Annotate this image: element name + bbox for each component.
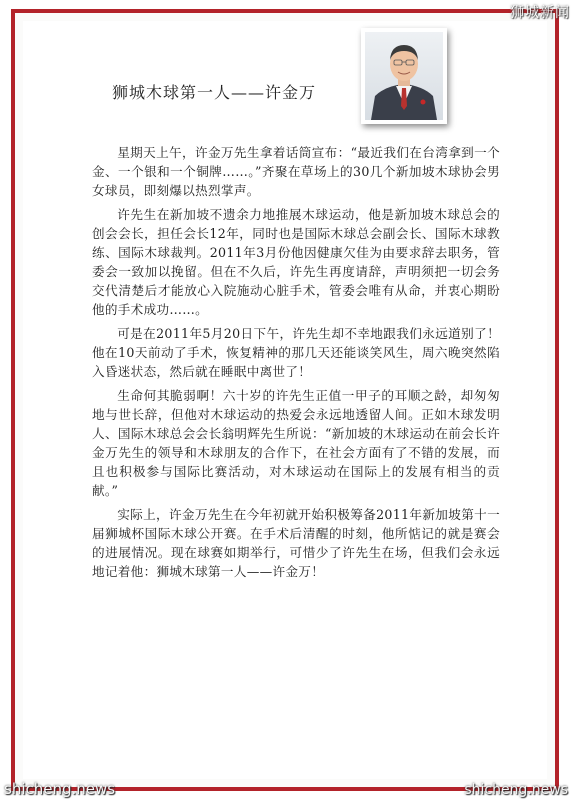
- watermark-bottom-right: shicheng.news: [464, 782, 568, 798]
- paragraph-1: 星期天上午，许金万先生拿着话筒宣布：“最近我们在台湾拿到一个金、一个银和一个铜牌……。”齐聚在草场上的30几个新加坡木球协会男女球员，即刻爆以热烈掌声。: [92, 145, 500, 198]
- watermark-top-right: 狮城新闻: [510, 5, 570, 21]
- article-title: 狮城木球第一人——许金万: [112, 83, 317, 102]
- paragraph-2: 许先生在新加坡不遗余力地推展木球运动，他是新加坡木球总会的创会会长，担任会长12年，同时也是国际木球总会副会长、国际木球教练、国际木球裁判。2011年3月份他因健康欠佳为由要求辞去职务，管委会一致加以挽留。但在不久后，许先生再度请辞，声明须把一切会务交代清楚后才能放心入院施动心脏手术，管委会唯有从命，并衷心期盼他的手术成功……。: [92, 207, 500, 317]
- article-body: [92, 143, 500, 586]
- portrait-image: [365, 32, 443, 120]
- watermark-bottom-left: shicheng.news: [4, 780, 116, 798]
- paragraph-4: 生命何其脆弱啊！六十岁的许先生正值一甲子的耳顺之龄，却匆匆地与世长辞，但他对木球运动的热爱会永远地透留人间。正如木球发明人、国际木球总会会长翁明辉先生所说：“新加坡的木球运动在前会长许金万先生的领导和木球朋友的合作下，在社会方面有了不错的发展，而且也积极参与国际比赛活动，对木球运动在国际上的发展有相当的贡献。”: [92, 388, 500, 498]
- paragraph-5: 实际上，许金万先生在今年初就开始积极筹备2011年新加坡第十一届狮城杯国际木球公开赛。在手术后清醒的时刻，他所惦记的就是赛会的进展情况。现在球赛如期举行，可惜少了许先生在场，但我们会永远地记着他：狮城木球第一人——许金万！: [92, 507, 500, 579]
- paragraph-3: 可是在2011年5月20日下午，许先生却不幸地跟我们永远道别了！他在10天前动了手术，恢复精神的那几天还能谈笑风生，周六晚突然陷入昏迷状态，然后就在睡眠中离世了！: [92, 326, 500, 379]
- portrait-photo: [361, 28, 447, 124]
